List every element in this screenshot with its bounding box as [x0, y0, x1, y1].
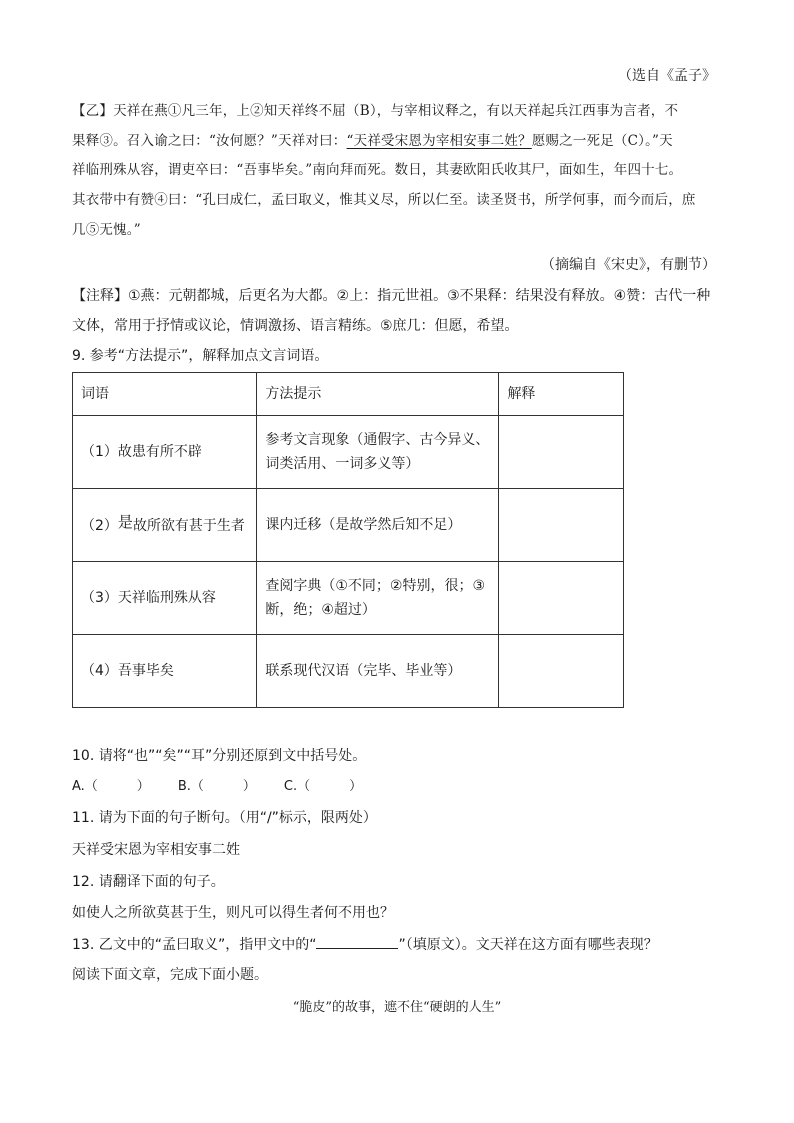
passage-b-line-4: 其衣带中有赞④曰：“孔曰成仁，孟曰取义，惟其义尽，所以仁至。读圣贤书，所学何事，而今而后，庶: [72, 192, 696, 208]
row-hint: [257, 416, 499, 489]
blank-c[interactable]: C.（ ）: [283, 779, 363, 794]
row-hint-line-2: 词类活用、一词多义等）: [265, 456, 420, 472]
question-12-title: 12. 请翻译下面的句子。: [72, 874, 225, 890]
row-hint-line-1: 参考文言现象（通假字、古今异义、: [265, 432, 490, 448]
row-hint-line-1: 查阅字典（①不同；②特别，很；③: [265, 578, 486, 594]
table-row: [73, 635, 624, 708]
row-word-rest: 故所欲有甚于生者: [132, 517, 245, 534]
row-answer-cell[interactable]: [499, 489, 624, 562]
table-row: [73, 416, 624, 489]
row-hint-line-1: 课内迁移（是故学然后知不足）: [265, 517, 462, 533]
notes-line-1: 【注释】①燕：元朝都城，后更名为大都。②上：指元世祖。③不果释：结果没有释放。④赞：古代一种: [72, 288, 711, 304]
notes-line-2: 文体，常用于抒情或议论，情调激扬、语言精练。⑤庶几：但愿，希望。: [72, 318, 519, 334]
question-11-title: 11. 请为下面的句子断句。（用“/”标示，限两处）: [72, 810, 377, 826]
source-songshi: （摘编自《宋史》，有删节）: [541, 257, 716, 273]
table-row: [73, 489, 624, 562]
source-mencius: （选自《孟子》: [618, 68, 716, 84]
row-word: （1）故患有所不辟: [73, 416, 257, 489]
table-header-row: [73, 373, 624, 416]
question-13-after: ”（填原文）。文天祥在这方面有哪些表现？: [398, 937, 658, 953]
question-13-before: 13. 乙文中的“孟曰取义”，指甲文中的“: [72, 937, 317, 953]
passage-b-line-2: [72, 131, 718, 151]
row-word-marked-char: 是: [117, 512, 133, 531]
header-hint: 方法提示: [257, 373, 499, 416]
row-hint: [257, 562, 499, 635]
row-answer-cell[interactable]: [499, 416, 624, 489]
story-title: “脆皮”的故事，遮不住“硬朗的人生”: [292, 1000, 502, 1015]
row-answer-cell[interactable]: [499, 562, 624, 635]
row-word: （4）吾事毕矣: [73, 635, 257, 708]
question-12-sentence: 如使人之所欲莫甚于生，则凡可以得生者何不用也？: [72, 905, 394, 921]
question-10-title: 10. 请将“也”“矣”“耳”分别还原到文中括号处。: [72, 748, 367, 764]
question-10-blanks: [72, 777, 362, 797]
passage-b-line-5: 几⑤无愧。”: [72, 222, 141, 238]
row-hint-line-2: 断，绝；④超过）: [265, 602, 376, 618]
fill-in-blank[interactable]: [316, 934, 398, 949]
row-answer-cell[interactable]: [499, 635, 624, 708]
header-word: 词语: [73, 373, 257, 416]
row-word-prefix: （2）: [81, 517, 118, 534]
question-11-sentence: 天祥受宋恩为宰相安事二姓: [72, 842, 240, 858]
question-13: [72, 934, 658, 955]
passage-b-line-1: 【乙】天祥在燕①凡三年，上②知天祥终不屈（B），与宰相议释之，有以天祥起兵江西事为言者，不: [72, 103, 679, 119]
passage-b-line-2-rest: 愿赐之一死足（C）。”天: [531, 133, 673, 149]
row-word: （3）天祥临刑殊从容: [73, 562, 257, 635]
row-hint: [257, 635, 499, 708]
passage-b-line-2-start: 果释③。召入谕之曰：“汝何愿？”天祥对曰：: [72, 133, 347, 149]
blank-a[interactable]: A.（ ）: [72, 779, 150, 794]
table-row: [73, 562, 624, 635]
passage-b-line-3: 祥临刑殊从容，谓吏卒曰：“吾事毕矣。”南向拜而死。数日，其妻欧阳氏收其尸，面如生，年四十七。: [72, 162, 683, 178]
passage-b-underlined-sentence: “天祥受宋恩为宰相安事二姓？: [346, 133, 532, 149]
reading-prompt: 阅读下面文章，完成下面小题。: [72, 967, 268, 983]
method-table: [72, 372, 624, 708]
question-9-title: 9. 参考“方法提示”，解释加点文言词语。: [72, 348, 329, 364]
blank-b[interactable]: B.（ ）: [177, 779, 256, 794]
row-hint: [257, 489, 499, 562]
header-explanation: 解释: [499, 373, 624, 416]
row-word: [73, 489, 257, 562]
row-hint-line-1: 联系现代汉语（完毕、毕业等）: [265, 663, 462, 679]
